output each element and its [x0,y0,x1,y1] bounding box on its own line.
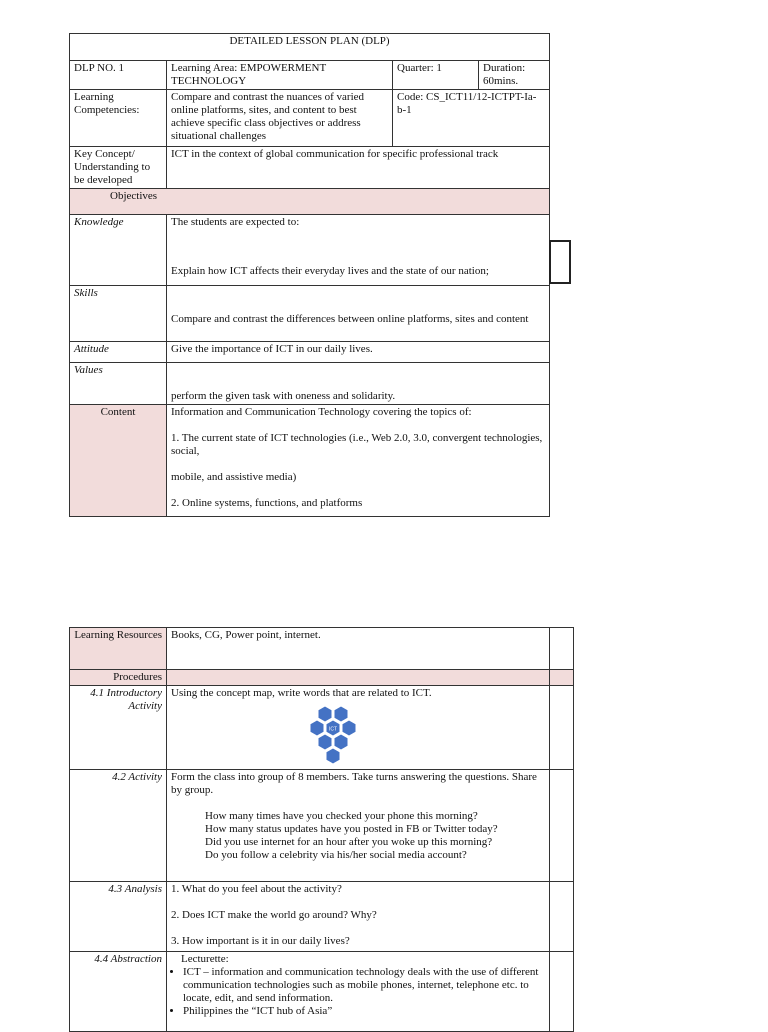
abstraction-bullet: • Philippines the “ICT hub of Asia” [183,1005,545,1018]
competency-code: Code: CS_ICT11/12-ICTPT-Ia-b-1 [393,90,550,147]
attitude-text: Give the importance of ICT in our daily lives. [167,342,550,363]
intro-activity-text: Using the concept map, write words that are related to ICT. [171,687,432,699]
activity-question: How many times have you checked your phone this morning? [205,810,478,822]
quarter: Quarter: 1 [393,61,479,90]
analysis-item: 2. Does ICT make the world go around? Why? [171,909,377,921]
abstraction-bullet: • ICT – information and communication technology deals with the use of different communication technologies such as mobile phones, internet, telephone etc. to locate, edit, and send information. [183,966,545,1005]
lesson-plan-table-2 [69,627,574,1032]
duration: Duration: 60mins. [479,61,550,90]
abstraction-cell [167,952,550,1032]
procedures-blank-2 [550,670,574,686]
dlp-number: DLP NO. 1 [70,61,167,90]
knowledge-label: Knowledge [70,215,167,286]
intro-activity-label: 4.1 Introductory Activity [70,686,167,770]
content-label: Content [70,405,167,517]
analysis-item: 1. What do you feel about the activity? [171,883,342,895]
blank-cell [550,686,574,770]
blank-cell [550,628,574,670]
hex-top-right [334,706,348,722]
competencies-label: Learning Competencies: [70,90,167,147]
content-topic-2: 2. Online systems, functions, and platforms [171,497,363,509]
concept-map [303,706,363,766]
hex-bot-left [318,734,332,750]
hex-bot-right [334,734,348,750]
activity-text: Form the class into group of 8 members. Take turns answering the questions. Share by group. [171,771,537,796]
analysis-label: 4.3 Analysis [70,882,167,952]
values-cell [167,363,550,405]
concept-map-center-label: ICT [328,726,338,733]
abstraction-heading: Lecturette: [181,953,229,965]
knowledge-intro: The students are expected to: [171,216,300,228]
learning-area: Learning Area: EMPOWERMENT TECHNOLOGY [167,61,393,90]
content-intro: Information and Communication Technology covering the topics of: [171,406,472,418]
key-concept-text: ICT in the context of global communication for specific professional track [167,147,550,189]
values-label: Values [70,363,167,405]
competencies-text: Compare and contrast the nuances of varied online platforms, sites, and content to best achieve specific class objectives or address situational challenges [167,90,393,147]
resources-label: Learning Resources [70,628,167,670]
hex-bottom [326,748,340,764]
hex-mid-right [342,720,356,736]
activity-question: Do you follow a celebrity via his/her social media account? [205,849,467,861]
objectives-header: Objectives [70,189,550,215]
blank-cell [550,770,574,882]
content-topic-1: 1. The current state of ICT technologies (i.e., Web 2.0, 3.0, convergent technologies, social, [171,432,543,457]
skills-label: Skills [70,286,167,342]
knowledge-objective: Explain how ICT affects their everyday lives and the state of our nation; [171,265,489,277]
activity-cell [167,770,550,882]
activity-question: Did you use internet for an hour after you woke up this morning? [205,836,493,848]
blank-cell [550,952,574,1032]
attitude-label: Attitude [70,342,167,363]
procedures-header: Procedures [70,670,167,686]
blank-cell [550,882,574,952]
intro-activity-cell [167,686,550,770]
key-concept-label: Key Concept/ Understanding to be developed [70,147,167,189]
resources-text: Books, CG, Power point, internet. [167,628,550,670]
content-cell [167,405,550,517]
activity-label: 4.2 Activity [70,770,167,882]
document-title: DETAILED LESSON PLAN (DLP) [70,34,550,61]
margin-box [549,240,571,284]
abstraction-list [171,966,545,1018]
skills-text: Compare and contrast the differences between online platforms, sites and content [171,313,529,325]
hex-top-left [318,706,332,722]
abstraction-label: 4.4 Abstraction [70,952,167,1032]
procedures-blank [167,670,550,686]
analysis-item: 3. How important is it in our daily lives? [171,935,350,947]
values-text: perform the given task with oneness and solidarity. [171,390,396,402]
hex-mid-left [310,720,324,736]
lesson-plan-table-1 [69,33,550,517]
analysis-cell [167,882,550,952]
knowledge-cell [167,215,550,286]
skills-cell [167,286,550,342]
activity-question: How many status updates have you posted in FB or Twitter today? [205,823,498,835]
content-topic-1-cont: mobile, and assistive media) [171,471,297,483]
